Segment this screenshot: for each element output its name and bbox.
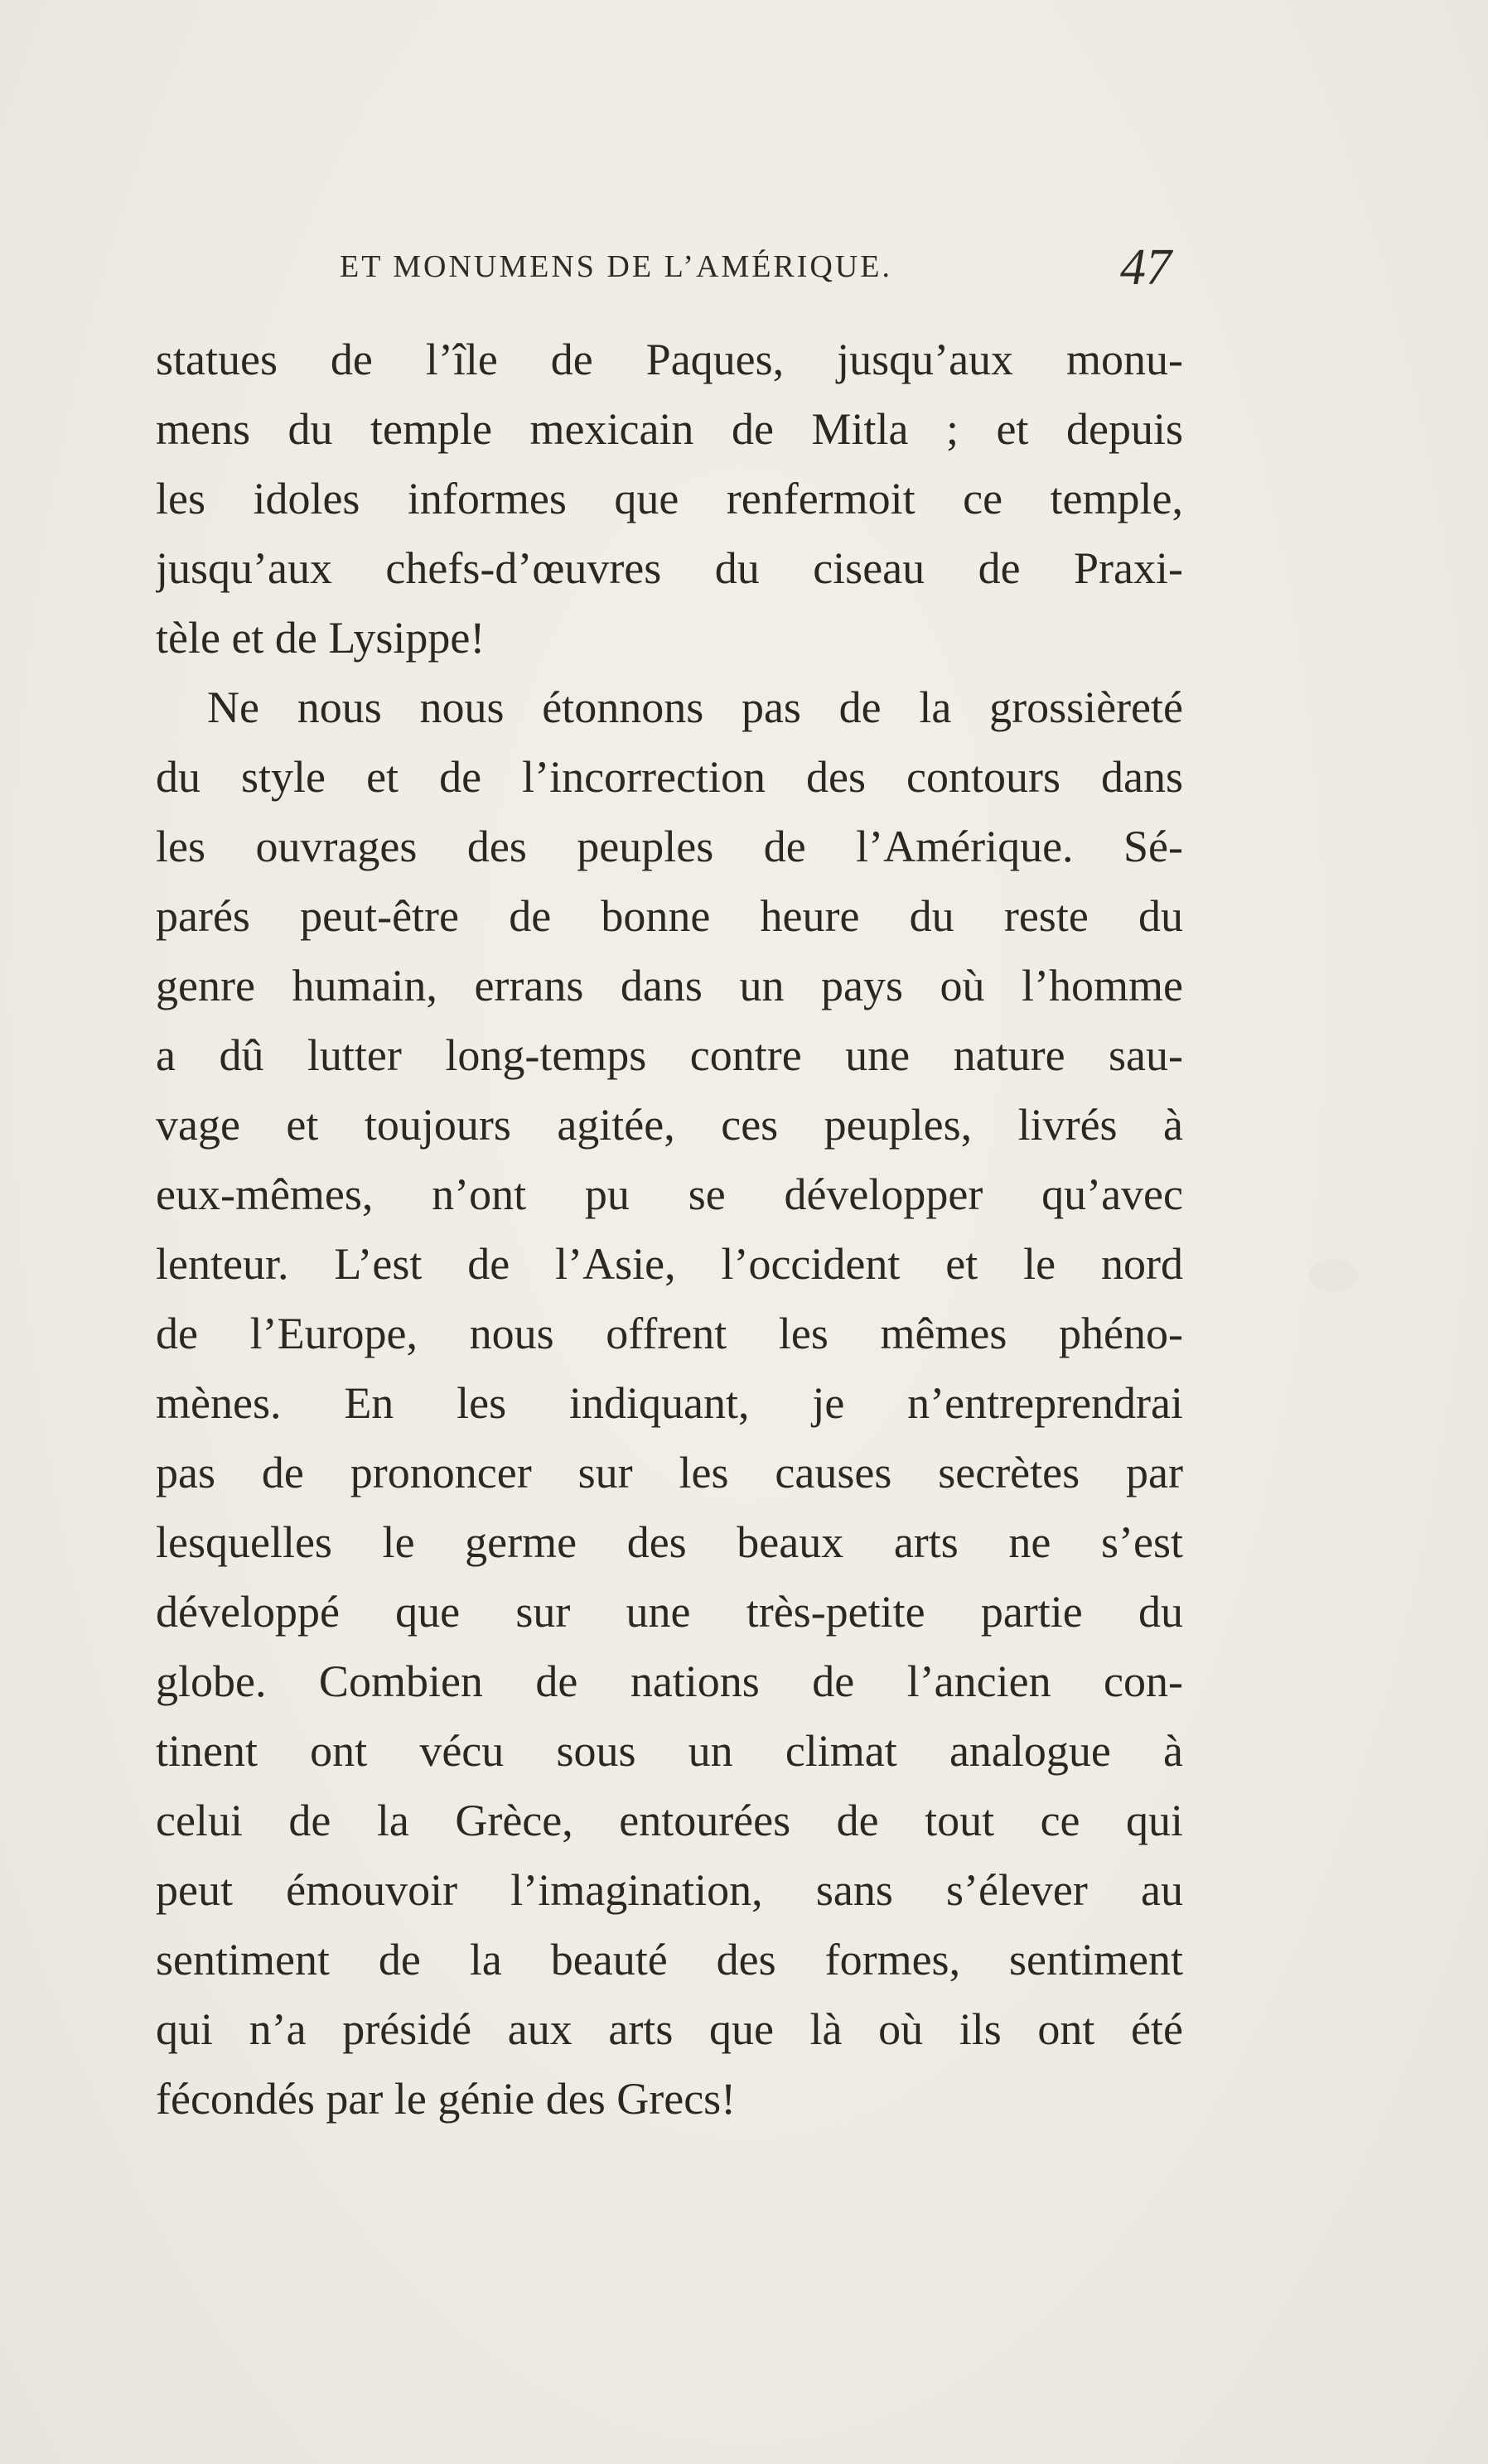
text-line: pas de prononcer sur les causes secrètes par xyxy=(156,1448,1183,1497)
text-line: de l’Europe, nous offrent les mêmes phéno- xyxy=(156,1309,1183,1358)
text-line: celui de la Grèce, entourées de tout ce qui xyxy=(156,1796,1183,1845)
text-line: les ouvrages des peuples de l’Amérique. Sé- xyxy=(156,822,1183,871)
text-line: a dû lutter long-temps contre une nature sau- xyxy=(156,1030,1183,1080)
text-line: les idoles informes que renfermoit ce temple, xyxy=(156,474,1183,523)
text-line: statues de l’île de Paques, jusqu’aux monu- xyxy=(156,335,1183,384)
text-line: lesquelles le germe des beaux arts ne s’est xyxy=(156,1517,1183,1567)
paper-spot xyxy=(1309,1259,1359,1292)
text-line: jusqu’aux chefs-d’œuvres du ciseau de Praxi- xyxy=(156,543,1183,593)
text-line: du style et de l’incorrection des contours dans xyxy=(156,752,1183,802)
text-line: tinent ont vécu sous un climat analogue à xyxy=(156,1726,1183,1776)
text-line: Ne nous nous étonnons pas de la grossièreté xyxy=(207,682,1183,732)
text-line: sentiment de la beauté des formes, sentiment xyxy=(156,1935,1183,1984)
text-line: vage et toujours agitée, ces peuples, livrés à xyxy=(156,1100,1183,1150)
text-line: développé que sur une très-petite partie du xyxy=(156,1587,1183,1637)
text-line: tèle et de Lysippe! xyxy=(156,613,486,663)
text-line: peut émouvoir l’imagination, sans s’élever au xyxy=(156,1865,1183,1915)
text-line: lenteur. L’est de l’Asie, l’occident et le nord xyxy=(156,1239,1183,1289)
text-line: globe. Combien de nations de l’ancien con- xyxy=(156,1656,1183,1706)
running-head: ET MONUMENS DE L’AMÉRIQUE. xyxy=(340,249,892,284)
text-line: genre humain, errans dans un pays où l’homme xyxy=(156,961,1183,1010)
body-text xyxy=(156,325,1183,2134)
text-line: parés peut-être de bonne heure du reste du xyxy=(156,891,1183,941)
text-line: mènes. En les indiquant, je n’entreprendrai xyxy=(156,1378,1183,1428)
text-line: mens du temple mexicain de Mitla ; et depuis xyxy=(156,404,1183,454)
text-line: eux-mêmes, n’ont pu se développer qu’avec xyxy=(156,1169,1183,1219)
text-line: fécondés par le génie des Grecs! xyxy=(156,2074,737,2124)
page-number: 47 xyxy=(1120,239,1172,296)
text-line: qui n’a présidé aux arts que là où ils ont été xyxy=(156,2004,1183,2054)
